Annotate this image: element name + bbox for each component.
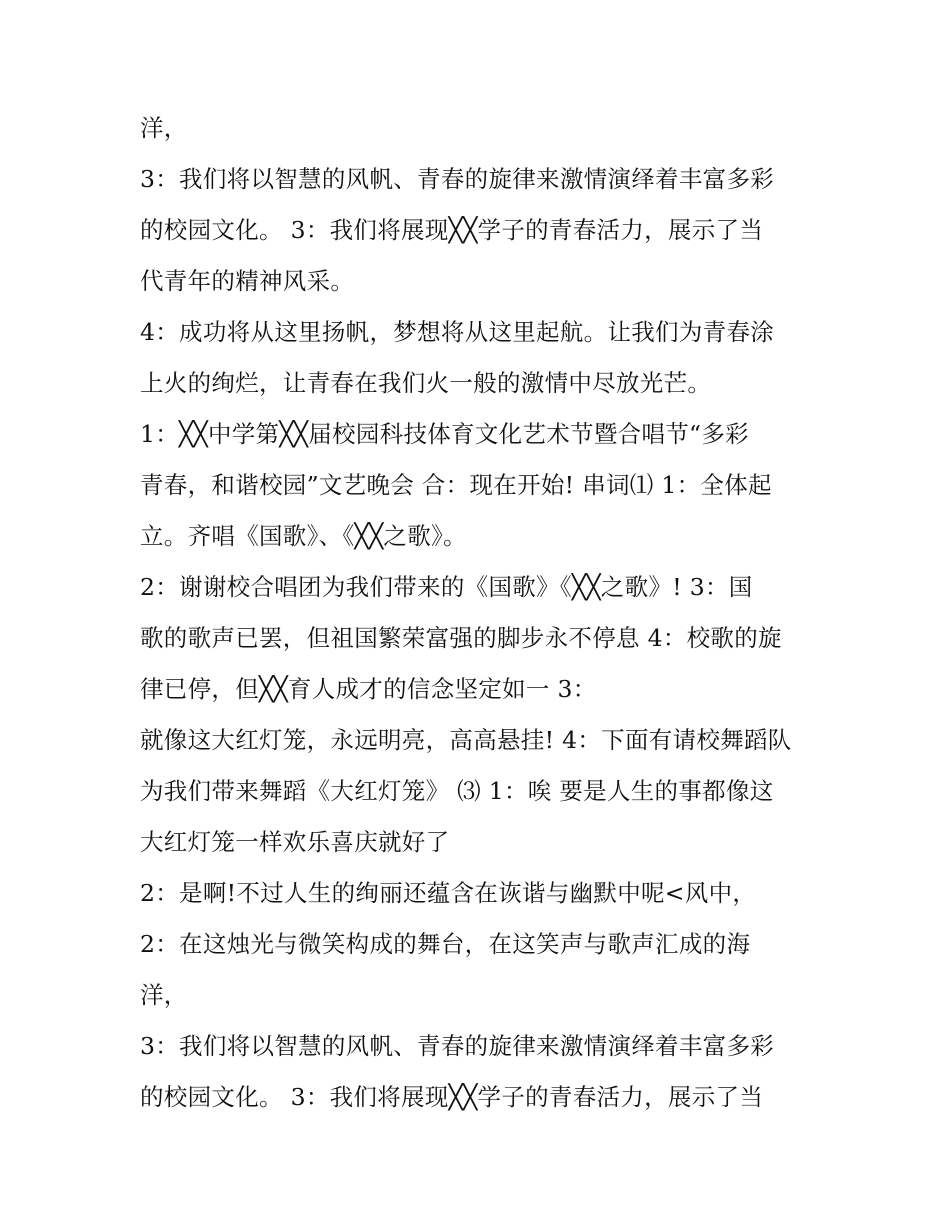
text-line-7: 1：╳╳中学第╳╳届校园科技体育文化艺术节暨合唱节“多彩 <box>140 420 749 448</box>
text-line-15: 大红灯笼一样欢乐喜庆就好了 <box>140 828 450 856</box>
text-line-18: 洋， <box>140 981 188 1009</box>
text-line-2: 3：我们将以智慧的风帆、青春的旋律来激情演绎着丰富多彩 <box>140 165 775 193</box>
text-line-6: 上火的绚烂，让青春在我们火一般的激情中尽放光芒。 <box>140 369 712 397</box>
text-line-13: 就像这大红灯笼，永远明亮，高高悬挂! 4：下面有请校舞蹈队 <box>140 726 792 754</box>
text-line-8: 青春，和谐校园”文艺晚会 合：现在开始! 串词⑴ 1：全体起 <box>140 471 772 499</box>
text-line-16: 2：是啊!不过人生的绚丽还蕴含在诙谐与幽默中呢<风中， <box>140 879 757 907</box>
text-line-5: 4：成功将从这里扬帆，梦想将从这里起航。让我们为青春涂 <box>140 318 775 346</box>
text-line-4: 代青年的精神风采。 <box>140 267 355 295</box>
text-line-12: 律已停，但╳╳育人成才的信念坚定如一 3： <box>140 675 597 703</box>
text-line-19: 3：我们将以智慧的风帆、青春的旋律来激情演绎着丰富多彩 <box>140 1032 775 1060</box>
text-line-10: 2：谢谢校合唱团为我们带来的《国歌》《╳╳之歌》! 3：国 <box>140 573 753 601</box>
text-line-20: 的校园文化。 3：我们将展现╳╳学子的青春活力，展示了当 <box>140 1083 764 1111</box>
text-line-9: 立。齐唱《国歌》、《╳╳之歌》。 <box>140 522 467 550</box>
document-body <box>140 103 820 1123</box>
text-line-3: 的校园文化。 3：我们将展现╳╳学子的青春活力，展示了当 <box>140 216 764 244</box>
text-line-14: 为我们带来舞蹈《大红灯笼》 ⑶ 1：唉 要是人生的事都像这 <box>140 777 774 805</box>
text-line-17: 2：在这烛光与微笑构成的舞台，在这笑声与歌声汇成的海 <box>140 930 751 958</box>
text-line-1: 洋， <box>140 114 188 142</box>
text-line-11: 歌的歌声已罢，但祖国繁荣富强的脚步永不停息 4：校歌的旋 <box>140 624 782 652</box>
